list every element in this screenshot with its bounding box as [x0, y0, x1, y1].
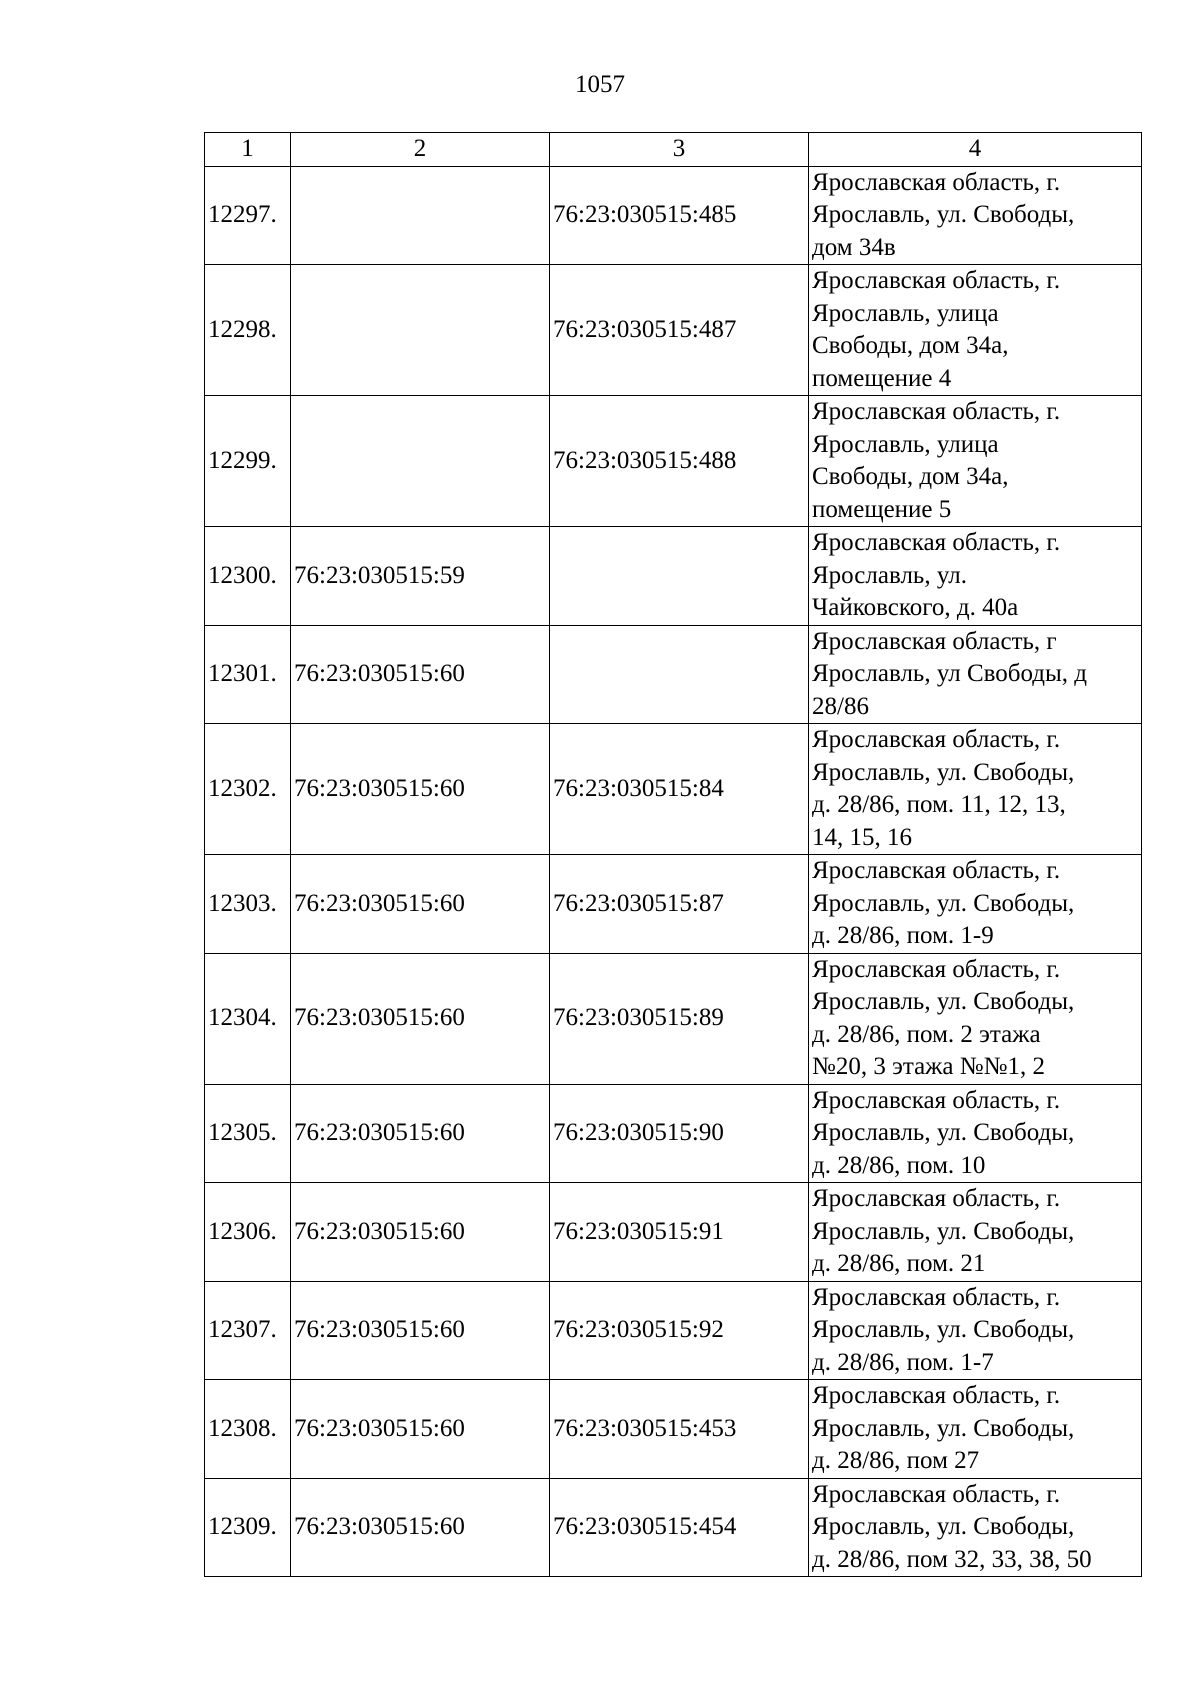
table-row [205, 1380, 1142, 1479]
parent-cadastral-number-cell: 76:23:030515:60 [291, 953, 550, 1084]
table-row [205, 1478, 1142, 1577]
parent-cadastral-number-cell [291, 396, 550, 527]
cadastral-number-cell: 76:23:030515:84 [550, 724, 809, 855]
address-line: 14, 15, 16 [812, 823, 912, 851]
header-col-1: 1 [205, 133, 291, 167]
cadastral-number-cell: 76:23:030515:485 [550, 166, 809, 265]
row-number-cell: 12299. [205, 396, 291, 527]
table-row [205, 527, 1142, 626]
address-line: Ярославская область, г. [812, 529, 1061, 556]
address-cell [809, 1478, 1142, 1577]
address-line: Ярославская область, г. [812, 1382, 1061, 1409]
address-line: Чайковского, д. 40а [812, 594, 1019, 621]
address-line: Ярославская область, г. [812, 267, 1061, 294]
table-row [205, 265, 1142, 396]
address-line: Ярославль, ул. Свободы, [812, 1119, 1075, 1146]
parent-cadastral-number-cell: 76:23:030515:60 [291, 1084, 550, 1183]
cadastral-number-cell [550, 625, 809, 724]
cadastral-number-cell: 76:23:030515:454 [550, 1478, 809, 1577]
parent-cadastral-number-cell: 76:23:030515:60 [291, 855, 550, 954]
address-cell [809, 1281, 1142, 1380]
address-cell [809, 724, 1142, 855]
address-line: Ярославль, улица [812, 430, 999, 458]
parent-cadastral-number-cell: 76:23:030515:60 [291, 1183, 550, 1282]
address-line: №20, 3 этажа №№1, 2 [812, 1053, 1045, 1080]
address-line: помещение 5 [812, 495, 952, 523]
cadastral-number-cell [550, 527, 809, 626]
table-row [205, 396, 1142, 527]
cadastral-number-cell: 76:23:030515:453 [550, 1380, 809, 1479]
registry-table [204, 132, 1142, 1577]
row-number-cell: 12308. [205, 1380, 291, 1479]
row-number-cell: 12303. [205, 855, 291, 954]
address-line: Ярославская область, г. [812, 726, 1061, 753]
address-cell [809, 855, 1142, 954]
address-line: д. 28/86, пом. 10 [812, 1151, 986, 1179]
address-cell [809, 953, 1142, 1084]
address-line: Ярославская область, г [812, 627, 1057, 655]
address-line: Ярославская область, г. [812, 168, 1061, 196]
address-line: Ярославская область, г. [812, 1480, 1061, 1508]
table-row [205, 1281, 1142, 1380]
address-cell [809, 625, 1142, 724]
row-number-cell: 12300. [205, 527, 291, 626]
table-row [205, 166, 1142, 265]
table-row [205, 625, 1142, 724]
row-number-cell: 12305. [205, 1084, 291, 1183]
address-line: д. 28/86, пом. 1-7 [812, 1348, 994, 1376]
address-line: Свободы, дом 34а, [812, 332, 1009, 359]
parent-cadastral-number-cell [291, 166, 550, 265]
address-line: Ярославль, ул. Свободы, [812, 758, 1075, 786]
address-line: дом 34в [812, 233, 896, 261]
row-number-cell: 12302. [205, 724, 291, 855]
parent-cadastral-number-cell: 76:23:030515:60 [291, 1380, 550, 1479]
address-line: д. 28/86, пом. 11, 12, 13, [812, 791, 1066, 818]
address-cell [809, 527, 1142, 626]
address-line: Ярославская область, г. [812, 1086, 1061, 1114]
table-row [205, 1183, 1142, 1282]
address-line: Ярославль, ул. Свободы, [812, 889, 1075, 917]
row-number-cell: 12306. [205, 1183, 291, 1282]
address-line: д. 28/86, пом. 2 этажа [812, 1020, 1041, 1048]
address-line: Ярославль, улица [812, 299, 999, 327]
address-line: Ярославская область, г. [812, 398, 1061, 425]
address-line: Ярославль, ул. Свободы, [812, 1513, 1075, 1540]
address-line: д. 28/86, пом 27 [812, 1447, 980, 1474]
address-line: д. 28/86, пом. 21 [812, 1250, 986, 1277]
parent-cadastral-number-cell: 76:23:030515:59 [291, 527, 550, 626]
address-line: Ярославль, ул. Свободы, [812, 201, 1075, 228]
table-row [205, 953, 1142, 1084]
table-body [205, 166, 1142, 1577]
address-cell [809, 1380, 1142, 1479]
header-row [205, 133, 1142, 167]
cadastral-number-cell: 76:23:030515:487 [550, 265, 809, 396]
cadastral-number-cell: 76:23:030515:90 [550, 1084, 809, 1183]
table-row [205, 855, 1142, 954]
address-line: Свободы, дом 34а, [812, 463, 1009, 490]
address-line: д. 28/86, пом 32, 33, 38, 50 [812, 1545, 1092, 1573]
address-cell [809, 1084, 1142, 1183]
table-row [205, 724, 1142, 855]
address-cell [809, 166, 1142, 265]
address-line: Ярославль, ул. Свободы, [812, 988, 1075, 1015]
parent-cadastral-number-cell: 76:23:030515:60 [291, 1281, 550, 1380]
row-number-cell: 12301. [205, 625, 291, 724]
cadastral-number-cell: 76:23:030515:92 [550, 1281, 809, 1380]
cadastral-number-cell: 76:23:030515:91 [550, 1183, 809, 1282]
row-number-cell: 12304. [205, 953, 291, 1084]
address-line: д. 28/86, пом. 1-9 [812, 922, 994, 949]
parent-cadastral-number-cell: 76:23:030515:60 [291, 724, 550, 855]
page-number: 1057 [575, 71, 625, 98]
address-line: 28/86 [812, 692, 869, 720]
cadastral-number-cell: 76:23:030515:87 [550, 855, 809, 954]
row-number-cell: 12309. [205, 1478, 291, 1577]
row-number-cell: 12297. [205, 166, 291, 265]
address-line: Ярославль, ул. Свободы, [812, 1217, 1075, 1245]
table-row [205, 1084, 1142, 1183]
parent-cadastral-number-cell: 76:23:030515:60 [291, 625, 550, 724]
address-line: Ярославль, ул. Свободы, [812, 1414, 1075, 1442]
address-cell [809, 396, 1142, 527]
address-line: помещение 4 [812, 364, 952, 392]
address-line: Ярославль, ул Свободы, д [812, 660, 1087, 687]
address-line: Ярославская область, г. [812, 955, 1061, 983]
header-col-2: 2 [291, 133, 550, 167]
address-line: Ярославская область, г. [812, 1283, 1061, 1311]
parent-cadastral-number-cell: 76:23:030515:60 [291, 1478, 550, 1577]
header-col-4: 4 [809, 133, 1142, 167]
address-line: Ярославль, ул. [812, 561, 967, 589]
cadastral-number-cell: 76:23:030515:89 [550, 953, 809, 1084]
row-number-cell: 12307. [205, 1281, 291, 1380]
address-line: Ярославская область, г. [812, 1185, 1061, 1212]
cadastral-number-cell: 76:23:030515:488 [550, 396, 809, 527]
header-col-3: 3 [550, 133, 809, 167]
parent-cadastral-number-cell [291, 265, 550, 396]
table-header [205, 133, 1142, 167]
address-line: Ярославская область, г. [812, 857, 1061, 884]
address-line: Ярославль, ул. Свободы, [812, 1316, 1075, 1343]
address-cell [809, 265, 1142, 396]
row-number-cell: 12298. [205, 265, 291, 396]
address-cell [809, 1183, 1142, 1282]
